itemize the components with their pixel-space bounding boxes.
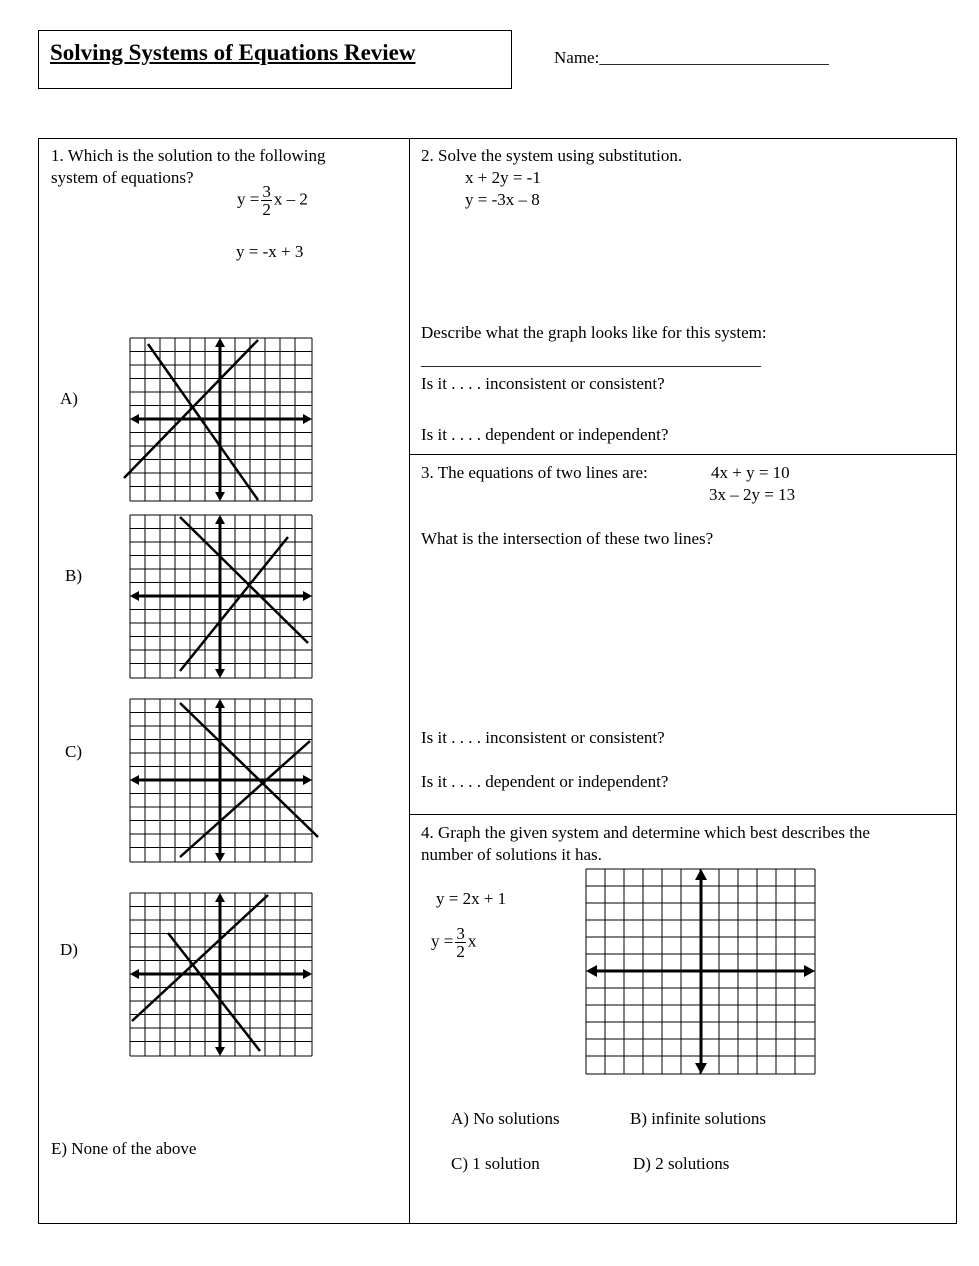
q1-option-c-label: C) <box>65 742 82 761</box>
q4-choice-c[interactable]: C) 1 solution <box>451 1154 540 1173</box>
graph-b-arrow-left <box>130 591 139 601</box>
q4-graph-axes <box>589 872 812 1071</box>
graph-d-arrow-left <box>130 969 139 979</box>
q4-arrow-up <box>695 869 707 880</box>
q4-eq2-prefix: y = <box>431 931 454 951</box>
name-field[interactable]: Name:___________________________ <box>554 48 829 67</box>
q2-equation-2: y = -3x – 8 <box>465 190 540 209</box>
q4-equation-1: y = 2x + 1 <box>436 889 507 908</box>
q4-choice-a[interactable]: A) No solutions <box>451 1109 560 1128</box>
q4-eq2-fraction <box>455 925 466 960</box>
graph-c-line-2 <box>180 741 310 857</box>
graph-d-line-2 <box>168 933 260 1051</box>
q2-prompt: 2. Solve the system using substitution. <box>421 146 683 165</box>
q1-equation-2: y = -x + 3 <box>236 242 304 261</box>
q1-eq1-prefix: y = <box>237 189 260 209</box>
q1-prompt-line2: system of equations? <box>51 168 194 187</box>
graph-b-line-1 <box>180 517 308 643</box>
worksheet-table <box>38 138 957 1224</box>
graph-a-line-1 <box>124 340 258 478</box>
graph-a-arrow-left <box>130 414 139 424</box>
graph-c-arrow-right <box>303 775 312 785</box>
q1-eq1-numerator: 3 <box>262 182 271 201</box>
q3-equation-2: 3x – 2y = 13 <box>709 485 796 504</box>
graph-d-axes <box>132 895 310 1054</box>
graph-d-arrow-up <box>215 893 225 902</box>
q4-eq2-suffix: x <box>467 931 477 951</box>
graph-c-axes <box>132 701 310 860</box>
q2-equation-1: x + 2y = -1 <box>465 168 541 187</box>
graph-d-arrow-right <box>303 969 312 979</box>
row-divider-1 <box>409 454 957 455</box>
graph-option-d[interactable] <box>130 893 312 1056</box>
q1-equation-1 <box>237 183 308 218</box>
graph-option-b[interactable] <box>130 515 312 678</box>
q4-eq2-numerator: 3 <box>456 924 465 943</box>
graph-b-arrow-right <box>303 591 312 601</box>
graph-a-line-2 <box>148 344 258 500</box>
graph-option-c[interactable] <box>130 699 312 862</box>
page-title: Solving Systems of Equations Review <box>50 40 416 65</box>
q4-arrow-right <box>804 965 815 977</box>
graph-c-line-1 <box>180 703 318 837</box>
graph-a-arrow-right <box>303 414 312 424</box>
column-divider <box>409 138 410 1224</box>
q1-eq1-denominator: 2 <box>262 200 271 219</box>
graph-a-arrow-up <box>215 338 225 347</box>
q3-dependency-question: Is it . . . . dependent or independent? <box>421 772 669 791</box>
q2-answer-line[interactable]: ________________________________________ <box>421 350 761 369</box>
q2-dependency-question: Is it . . . . dependent or independent? <box>421 425 669 444</box>
graph-a-arrow-down <box>215 492 225 501</box>
q3-equation-1: 4x + y = 10 <box>711 463 790 482</box>
graph-b-line-2 <box>180 537 288 671</box>
q3-consistency-question: Is it . . . . inconsistent or consistent? <box>421 728 665 747</box>
row-divider-2 <box>409 814 957 815</box>
graph-c-arrow-down <box>215 853 225 862</box>
q4-blank-graph[interactable] <box>586 869 815 1074</box>
q4-prompt-line2: number of solutions it has. <box>421 845 602 864</box>
q1-option-e[interactable]: E) None of the above <box>51 1139 197 1158</box>
q1-option-d-label: D) <box>60 940 78 959</box>
q2-describe-prompt: Describe what the graph looks like for this system: <box>421 323 767 342</box>
q1-prompt-line1: 1. Which is the solution to the following <box>51 146 326 165</box>
graph-c-arrow-up <box>215 699 225 708</box>
q3-prompt: 3. The equations of two lines are: <box>421 463 648 482</box>
q4-arrow-left <box>586 965 597 977</box>
q4-arrow-down <box>695 1063 707 1074</box>
q1-eq1-fraction <box>261 183 272 218</box>
q4-prompt-line1: 4. Graph the given system and determine which best describes the <box>421 823 870 842</box>
graph-d-arrow-down <box>215 1047 225 1056</box>
graph-a-axes <box>132 340 310 499</box>
q1-option-a-label: A) <box>60 389 78 408</box>
graph-b-arrow-down <box>215 669 225 678</box>
q1-option-b-label: B) <box>65 566 82 585</box>
q4-eq2-denominator: 2 <box>456 942 465 961</box>
graph-d-line-1 <box>132 895 268 1021</box>
graph-b-arrow-up <box>215 515 225 524</box>
graph-c-arrow-left <box>130 775 139 785</box>
q1-eq1-suffix: x – 2 <box>273 189 308 209</box>
q2-consistency-question: Is it . . . . inconsistent or consistent? <box>421 374 665 393</box>
q4-choice-d[interactable]: D) 2 solutions <box>633 1154 730 1173</box>
graph-option-a[interactable] <box>130 338 312 501</box>
q4-equation-2 <box>431 925 476 960</box>
q3-question: What is the intersection of these two lines? <box>421 529 714 548</box>
q4-choice-b[interactable]: B) infinite solutions <box>630 1109 766 1128</box>
